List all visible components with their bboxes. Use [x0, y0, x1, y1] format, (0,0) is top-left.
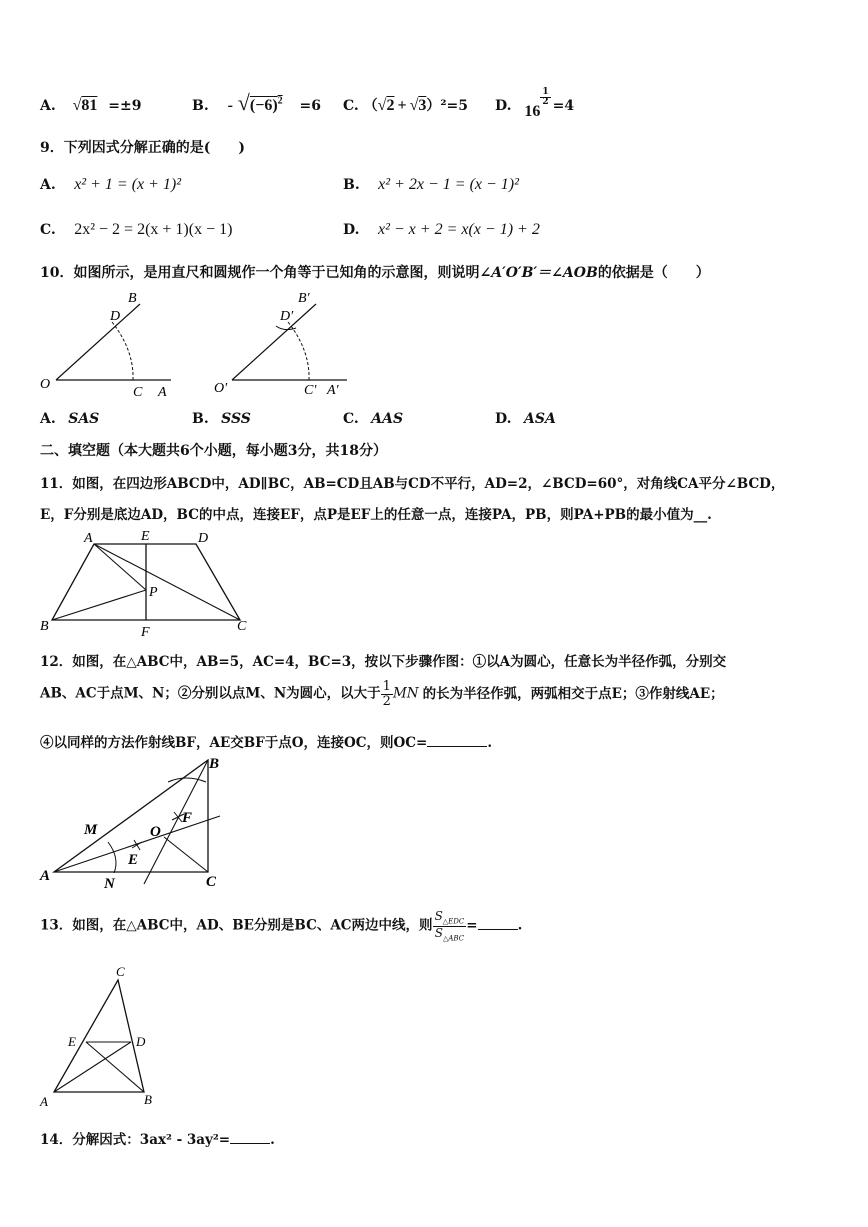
label-e: E	[68, 1034, 76, 1049]
q9-option-a	[40, 176, 181, 194]
factor-expression: 3ax² - 3ay²=	[139, 1132, 231, 1148]
label-c: C	[116, 964, 125, 979]
label-b: B	[144, 1092, 152, 1107]
label-d: D	[110, 309, 121, 324]
radicand: 2	[386, 97, 395, 114]
label-b: B	[128, 291, 137, 306]
segment-mn: MN	[392, 685, 419, 702]
label-p: P	[149, 585, 158, 600]
q8-option-c	[343, 95, 468, 115]
label-d-prime: D′	[280, 309, 294, 324]
stem-text: .	[270, 1132, 275, 1148]
open-paren: （	[363, 98, 378, 114]
q8-option-b	[192, 90, 321, 116]
q12-line-3	[40, 731, 492, 751]
option-b-expression: x² + 2x − 1 = (x − 1)²	[378, 176, 519, 193]
compass-arc	[288, 322, 309, 380]
label-c: C	[237, 619, 247, 634]
fraction-numerator: 1	[382, 679, 391, 694]
option-label: A.	[40, 411, 56, 427]
label-e: E	[141, 529, 150, 544]
q8-option-a	[40, 97, 141, 115]
label-a: A	[40, 1094, 48, 1109]
radicand	[250, 97, 283, 114]
q10-option-c	[343, 411, 403, 427]
q13-triangle-figure	[36, 960, 166, 1110]
label-m: M	[84, 822, 98, 838]
label-c: C	[206, 874, 217, 890]
label-b-prime: B′	[298, 291, 310, 306]
q11-line-1: 11．如图，在四边形ABCD中，AD∥BC，AB=CD且AB与CD不平行，AD=2，∠BCD=60°，对角线CA平分∠BCD，	[40, 476, 785, 492]
label-b: B	[209, 756, 220, 772]
stem-text: 的依据是（ ）	[597, 265, 710, 281]
q12-line-1: 12．如图，在△ABC中，AB=5，AC=4，BC=3，按以下步骤作图：①以A为圆心，任意长为半径作弧，分别交	[40, 654, 727, 670]
q12-triangle-figure	[36, 752, 236, 892]
option-label: D.	[495, 97, 512, 114]
section-heading-fill-in: 二、填空题（本大题共6个小题，每小题3分，共18分）	[40, 443, 387, 459]
option-label: B.	[343, 177, 360, 193]
area-subscript: △ABC	[442, 934, 465, 943]
answer-blank[interactable]	[427, 746, 487, 747]
stem-text: =	[466, 917, 478, 934]
median-ad	[54, 1042, 131, 1092]
stem-text: 14．分解因式：	[40, 1132, 140, 1148]
q11-trapezoid-figure	[36, 528, 256, 640]
option-label: D.	[343, 222, 360, 238]
ray-bf	[144, 760, 208, 884]
ray-o-b-prime	[232, 304, 316, 380]
label-n: N	[104, 876, 115, 892]
option-label: B.	[192, 411, 209, 427]
stem-text: 10．如图所示，是用直尺和圆规作一个角等于已知角的示意图，则说明	[40, 265, 480, 281]
stem-text: 的长为半径作弧，两弧相交于点E；③作射线AE；	[422, 685, 724, 702]
label-a: A	[158, 385, 167, 400]
label-f: F	[182, 810, 193, 826]
option-label: D.	[495, 411, 512, 427]
label-c: C	[133, 385, 143, 400]
stem-math: ∠A′O′B′＝∠AOB	[479, 265, 598, 281]
radicand-exponent: 2	[277, 95, 283, 107]
compass-arc	[112, 322, 133, 380]
label-f: F	[141, 625, 150, 640]
power-base: 16	[524, 102, 541, 120]
intersecting-arc	[276, 326, 296, 330]
answer-blank[interactable]	[230, 1143, 270, 1144]
option-label: C.	[343, 411, 359, 427]
option-b-result: =6	[299, 98, 322, 114]
q9-stem: 9．下列因式分解正确的是( )	[40, 140, 245, 156]
stem-text: 13．如图，在△ABC中，AD、BE分别是BC、AC两边中线，则	[40, 917, 433, 934]
label-o: O	[40, 377, 51, 392]
ray-ob	[56, 304, 140, 380]
q10-stem	[40, 262, 710, 282]
fraction-denominator	[433, 927, 467, 943]
median-be	[86, 1042, 144, 1092]
option-d-text: ASA	[523, 411, 556, 427]
arc-at-b	[168, 778, 206, 782]
q11-line-2: E，F分别是底边AD，BC的中点，连接EF，点P是EF上的任意一点，连接PA，PB，则PA+PB的最小值为__.	[40, 507, 712, 523]
stem-text: ④以同样的方法作射线BF，AE交BF于点O，连接OC，则OC=	[40, 735, 428, 751]
option-c-text: AAS	[371, 411, 404, 427]
radicand: 81	[81, 97, 98, 114]
sqrt-sign: √	[237, 90, 250, 115]
q12-line-2	[40, 680, 724, 708]
label-a-prime: A′	[327, 383, 339, 398]
label-d: D	[198, 531, 209, 546]
q13-stem	[40, 910, 522, 942]
option-label: C.	[343, 98, 359, 114]
arc-mn	[108, 842, 116, 873]
stem-text: .	[517, 917, 523, 934]
stem-text: AB、AC于点M、N；②分别以点M、N为圆心，以大于	[40, 685, 381, 702]
answer-blank[interactable]	[478, 929, 518, 930]
area-subscript: △EDC	[442, 917, 465, 926]
q9-option-c	[40, 221, 232, 239]
option-c-expression: 2x² − 2 = 2(x + 1)(x − 1)	[74, 221, 233, 238]
q14-stem	[40, 1128, 275, 1148]
label-c-prime: C′	[304, 383, 317, 398]
option-c-result: ²=5	[440, 98, 468, 114]
sqrt-3: √3	[409, 97, 427, 114]
label-d: D	[136, 1034, 146, 1049]
q10-figure-constructed-angle	[212, 288, 352, 400]
option-d-expression: x² − x + 2 = x(x − 1) + 2	[377, 221, 540, 238]
sqrt-2: √2	[377, 97, 395, 114]
area-symbol: S	[434, 909, 443, 923]
option-a-text: SAS	[68, 411, 100, 427]
radicand: 3	[418, 97, 427, 114]
sqrt-expression: √81	[72, 97, 98, 114]
label-o: O	[150, 824, 161, 840]
option-label: C.	[40, 222, 56, 238]
option-d-result: =4	[552, 97, 575, 114]
stem-text: .	[487, 735, 493, 751]
exponent-numerator: 1	[542, 87, 549, 97]
q10-figure-original-angle	[36, 288, 176, 400]
q8-option-d	[495, 87, 575, 120]
q10-option-d	[495, 411, 556, 427]
segment-oc	[164, 837, 208, 872]
fraction-one-half	[381, 680, 393, 708]
area-symbol: S	[434, 925, 443, 940]
option-label: A.	[40, 98, 56, 114]
option-label: B.	[192, 98, 209, 114]
option-a-result: =±9	[108, 98, 142, 114]
minus-sign: -	[227, 97, 233, 114]
option-label: A.	[40, 177, 56, 193]
label-e: E	[128, 852, 139, 868]
label-a: A	[84, 531, 93, 546]
label-o-prime: O′	[214, 381, 228, 396]
radicand-base: (−6)	[249, 97, 278, 114]
q9-option-d	[343, 221, 540, 239]
label-b: B	[40, 619, 49, 634]
option-b-text: SSS	[221, 411, 251, 427]
close-paren: ）	[426, 98, 441, 114]
fraction-denominator: 2	[382, 693, 391, 709]
q10-option-a	[40, 411, 99, 427]
option-a-expression: x² + 1 = (x + 1)²	[74, 176, 182, 193]
fraction-numerator	[433, 910, 467, 927]
power-exponent	[540, 88, 550, 108]
q9-option-b	[343, 176, 519, 194]
area-ratio-fraction	[433, 910, 467, 942]
label-a: A	[40, 868, 51, 884]
q10-option-b	[192, 411, 251, 427]
plus-sign: +	[397, 97, 407, 114]
exponent-denominator: 2	[542, 97, 549, 108]
